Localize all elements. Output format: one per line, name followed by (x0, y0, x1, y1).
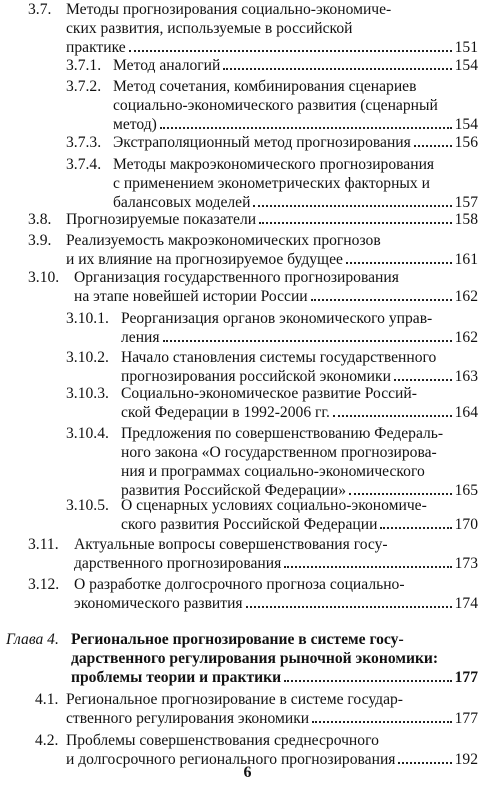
toc-page-number: 154 (454, 116, 478, 133)
toc-entry-line (35, 690, 478, 709)
toc-page-number: 158 (454, 211, 478, 228)
toc-page-number: 177 (454, 669, 478, 686)
toc-entry-title: дарственного регулирования рыночной экономики: (71, 650, 439, 667)
toc-entry-number: 3.7.2. (66, 78, 102, 95)
toc-entry-title: ской Федерации в 1992-2006 гг. (121, 404, 330, 421)
toc-entry-line (66, 515, 478, 534)
leader-dots (246, 606, 452, 608)
leader-dots (284, 566, 451, 568)
toc-entry-line (66, 174, 478, 193)
toc-entry-title: Методы макроэкономического прогнозирования (113, 156, 435, 173)
toc-entry-title: Актуальные вопросы совершенствования госу- (74, 536, 388, 553)
toc-entry-title: Реорганизация органов экономического управ- (121, 310, 433, 327)
toc-entry-line (28, 535, 478, 554)
toc-entry-title: дарственного прогнозирования (74, 555, 282, 572)
toc-entry-line (28, 268, 478, 287)
toc-entry-line (66, 77, 478, 96)
toc-entry-line (66, 384, 478, 403)
toc-entry-line (66, 328, 478, 347)
toc-entry-number: 3.10.5. (66, 497, 109, 514)
toc-entry[interactable] (28, 231, 478, 269)
toc-entry[interactable] (66, 77, 478, 134)
toc-entry-line (28, 38, 478, 57)
toc-page-number: 162 (454, 288, 478, 305)
leader-dots (394, 379, 452, 381)
toc-entry-title: экономического развития (74, 595, 243, 612)
toc-entry-line (35, 731, 478, 750)
toc-entry-title: Реализуемость макроэкономических прогнозов (66, 232, 381, 249)
leader-dots (284, 680, 452, 682)
toc-entry-title: Организация государственного прогнозирования (74, 269, 399, 286)
toc-entry[interactable] (28, 535, 478, 573)
toc-entry[interactable] (66, 56, 478, 75)
leader-dots (414, 145, 452, 147)
toc-entry-line (66, 133, 478, 152)
toc-entry-line (66, 56, 478, 75)
leader-dots (312, 721, 451, 723)
toc-entry-line (28, 231, 478, 250)
toc-entry-title: Проблемы совершенствования среднесрочного (66, 732, 379, 749)
toc-entry-title: О разработке долгосрочного прогноза социально- (74, 576, 405, 593)
toc-entry-title: и долгосрочного регионального прогнозирования (66, 751, 396, 768)
toc-entry[interactable] (66, 348, 478, 386)
toc-entry-line (66, 115, 478, 134)
toc-entry-line (66, 403, 478, 422)
toc-entry-title: ственного регулирования экономики (66, 710, 310, 727)
leader-dots (311, 299, 452, 301)
toc-entry-title: с применением эконометрических факторных и (113, 175, 430, 192)
toc-page-number: 157 (454, 194, 478, 211)
toc-entry-title: балансовых моделей (113, 194, 251, 211)
toc-entry-title: ного закона «О государственном прогнозирова- (121, 444, 437, 461)
toc-entry-title: ского развития Российской Федерации (121, 516, 378, 533)
toc-entry-title: Метод аналогий (113, 57, 221, 74)
toc-entry-number: 3.8. (28, 211, 52, 228)
toc-entry-line (28, 0, 478, 19)
leader-dots (223, 68, 451, 70)
toc-entry[interactable] (66, 309, 478, 347)
toc-entry-line (6, 630, 478, 649)
toc-entry-number: 3.11. (28, 536, 59, 553)
leader-dots (259, 222, 452, 224)
toc-page-number: 177 (454, 710, 478, 727)
leader-dots (163, 340, 452, 342)
toc-entry-title: О сценарных условиях социально-экономиче- (121, 497, 427, 514)
toc-page-number: 154 (454, 57, 478, 74)
toc-entry-line (66, 309, 478, 328)
toc-entry-number: 4.1. (35, 691, 59, 708)
toc-entry[interactable] (66, 133, 478, 152)
toc-entry-number: 3.10.1. (66, 310, 109, 327)
toc-page-number: 161 (454, 251, 478, 268)
toc-page-number: 162 (454, 329, 478, 346)
toc-entry-line (66, 348, 478, 367)
toc-entry-number: 3.10.4. (66, 425, 109, 442)
toc-entry-title: Региональное прогнозирование в системе госу- (71, 631, 404, 648)
toc-entry[interactable] (28, 0, 478, 57)
toc-entry-line (66, 496, 478, 515)
toc-entry-title: Метод сочетания, комбинирования сценариев (113, 78, 417, 95)
toc-entry-number: 3.7.4. (66, 156, 102, 173)
toc-entry-title: Начало становления системы государственного (121, 349, 437, 366)
leader-dots (129, 50, 452, 52)
toc-entry-number: 3.12. (28, 576, 60, 593)
page-number: 6 (243, 764, 252, 781)
toc-entry-line (35, 709, 478, 728)
toc-entry-line (28, 594, 478, 613)
toc-entry-title: Предложения по совершенствованию Федераль- (121, 425, 444, 442)
toc-entry-title: проблемы теории и практики (71, 669, 282, 686)
toc-entry-line (66, 443, 478, 462)
leader-dots (160, 127, 452, 129)
toc-entry-number: Глава 4. (6, 631, 59, 648)
toc-entry-title: Региональное прогнозирование в системе государ- (66, 691, 403, 708)
toc-entry-line (6, 649, 478, 668)
toc-chapter-entry[interactable] (6, 630, 478, 687)
toc-page-number: 173 (454, 555, 478, 572)
toc-entry-title: метод) (113, 116, 157, 133)
toc-entry-title: и их влияние на прогнозируемое будущее (66, 251, 343, 268)
toc-entry-title: социально-экономического развития (сценарный (113, 97, 438, 114)
toc-entry[interactable] (66, 496, 478, 534)
toc-entry[interactable] (28, 575, 478, 613)
toc-entry[interactable] (66, 424, 478, 500)
toc-entry-line (66, 462, 478, 481)
toc-entry-title: развития Российской Федерации» (121, 482, 347, 499)
toc-entry[interactable] (66, 384, 478, 422)
toc-page-number: 192 (454, 751, 478, 768)
toc-entry[interactable] (28, 210, 478, 229)
toc-page-number: 163 (454, 368, 478, 385)
toc-page-number: 165 (454, 482, 478, 499)
toc-entry-line (6, 668, 478, 687)
toc-entry-title: прогнозирования российской экономики (121, 368, 391, 385)
toc-entry-line (28, 287, 478, 306)
toc-entry-line (28, 575, 478, 594)
toc-page-number: 174 (454, 595, 478, 612)
toc-entry-title: Экстраполяционный метод прогнозирования (113, 134, 411, 151)
toc-entry-line (66, 155, 478, 174)
toc-entry-line (66, 96, 478, 115)
toc-entry-title: Социально-экономическое развитие Россий- (121, 385, 417, 402)
leader-dots (253, 205, 451, 207)
toc-page-number: 164 (454, 404, 478, 421)
toc-entry-line (28, 19, 478, 38)
leader-dots (349, 493, 452, 495)
leader-dots (346, 262, 452, 264)
toc-entry[interactable] (35, 690, 478, 728)
toc-entry-number: 3.10.2. (66, 349, 109, 366)
toc-page-number: 156 (454, 134, 478, 151)
toc-entry-number: 3.7. (28, 1, 52, 18)
toc-entry-title: Прогнозируемые показатели (66, 211, 257, 228)
toc-entry-number: 3.10.3. (66, 385, 109, 402)
toc-entry-title: ния и программах социально-экономического (121, 463, 425, 480)
toc-page-number: 170 (454, 516, 478, 533)
toc-entry-title: практике (66, 39, 126, 56)
toc-entry-line (28, 210, 478, 229)
toc-entry-line (28, 250, 478, 269)
toc-entry-title: ления (121, 329, 160, 346)
toc-entry-number: 3.9. (28, 232, 52, 249)
toc-entry-number: 3.7.1. (66, 57, 102, 74)
toc-entry-line (28, 554, 478, 573)
leader-dots (380, 527, 451, 529)
toc-entry-number: 3.10. (28, 269, 60, 286)
leader-dots (333, 415, 452, 417)
toc-entry-number: 4.2. (35, 732, 59, 749)
toc-entry[interactable] (66, 155, 478, 212)
toc-entry[interactable] (28, 268, 478, 306)
toc-entry-title: Методы прогнозирования социально-экономиче- (66, 1, 392, 18)
toc-entry-line (66, 424, 478, 443)
toc-entry-title: ских развития, используемые в российской (66, 20, 353, 37)
toc-page-number: 151 (454, 39, 478, 56)
toc-entry-number: 3.7.3. (66, 134, 102, 151)
toc-entry-title: на этапе новейшей истории России (74, 288, 308, 305)
